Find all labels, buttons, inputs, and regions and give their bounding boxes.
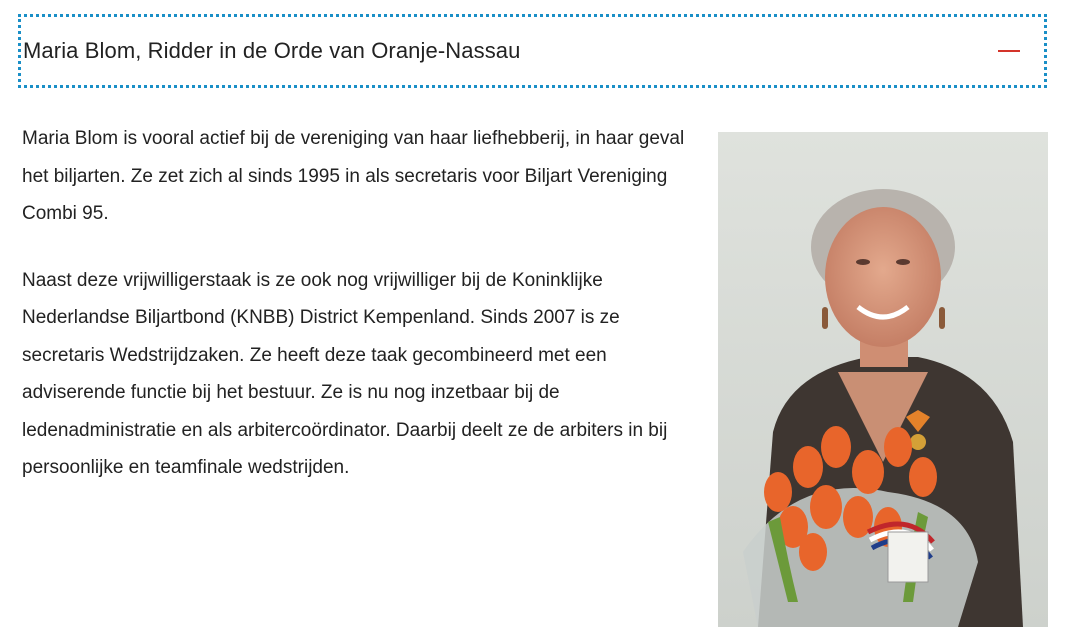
portrait-photo (718, 132, 1048, 627)
minus-icon[interactable] (998, 40, 1020, 62)
accordion-title[interactable]: Maria Blom, Ridder in de Orde van Oranje-Nassau (23, 38, 521, 63)
paragraph-1: Maria Blom is vooral actief bij de vereniging van haar liefhebberij, in haar geval het biljarten. Ze zet zich al sinds 1995 in als secretaris voor Biljart Vereniging Combi 95. (22, 128, 685, 224)
accordion-content (22, 120, 692, 516)
accordion-header[interactable] (18, 14, 1047, 88)
paragraph-2: Naast deze vrijwilligerstaak is ze ook nog vrijwilliger bij de Koninklijke Nederlandse Biljartbond (KNBB) District Kempenland. Sinds 2007 is ze secretaris Wedstrijdzaken. Ze heeft deze taak gecombineerd met een adviserende functie bij het bestuur. Ze is nu nog inzetbaar bij de ledenadministratie en als arbitercoördinator. Daarbij deelt ze de arbiters in bij persoonlijke en teamfinale wedstrijden. (22, 269, 668, 478)
